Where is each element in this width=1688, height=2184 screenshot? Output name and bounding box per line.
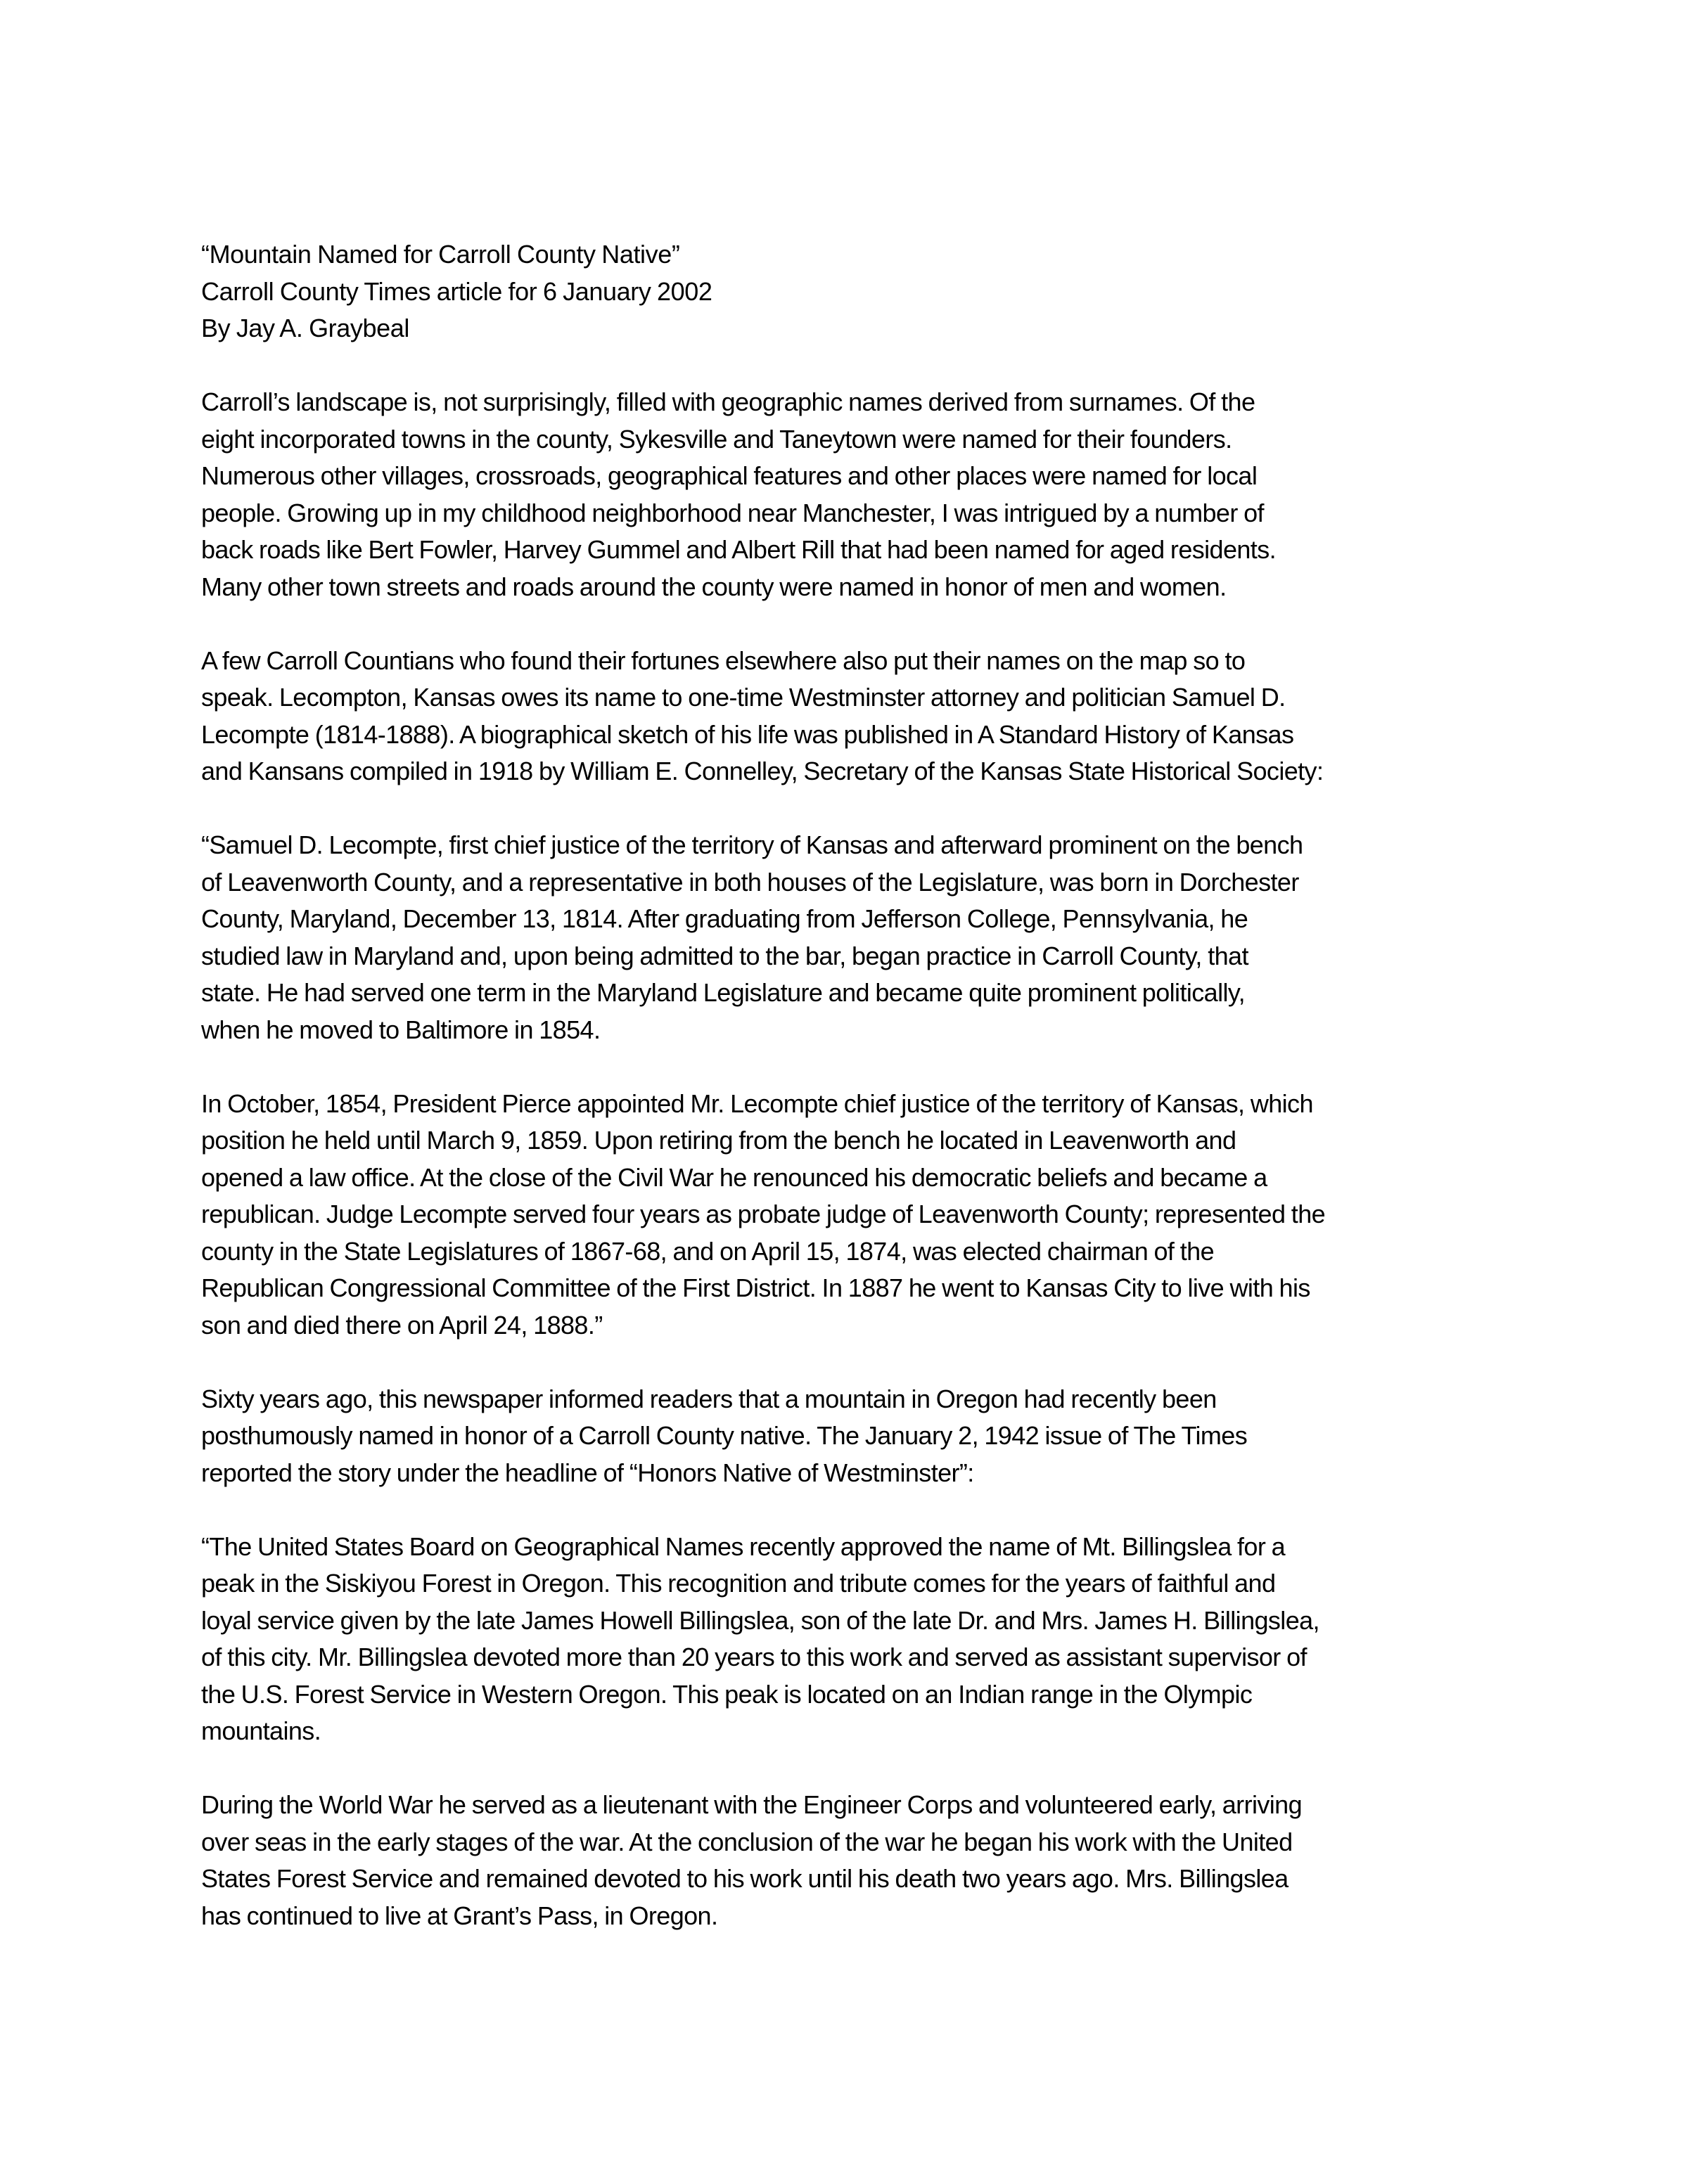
- text-line: the U.S. Forest Service in Western Oregon. This peak is located on an Indian range in the Olympic: [201, 1679, 1253, 1709]
- text-line: opened a law office. At the close of the Civil War he renounced his democratic beliefs and became a: [201, 1162, 1267, 1192]
- article-header: [201, 236, 1523, 347]
- article-title: “Mountain Named for Carroll County Native”: [201, 240, 680, 269]
- text-line: County, Maryland, December 13, 1814. After graduating from Jefferson College, Pennsylvania, he: [201, 904, 1248, 933]
- text-line: over seas in the early stages of the war. At the conclusion of the war he began his work with the United: [201, 1827, 1293, 1856]
- text-line: and Kansans compiled in 1918 by William E. Connelley, Secretary of the Kansas State Historical Society:: [201, 757, 1324, 785]
- text-line: mountains.: [201, 1716, 321, 1745]
- paragraph: [201, 827, 1523, 1048]
- article-subtitle: Carroll County Times article for 6 January 2002: [201, 276, 712, 306]
- paragraph: [201, 643, 1523, 790]
- text-line: Lecompte (1814-1888). A biographical sketch of his life was published in A Standard History of Kansas: [201, 719, 1294, 749]
- document-page: [201, 236, 1523, 1972]
- text-line: when he moved to Baltimore in 1854.: [201, 1015, 601, 1044]
- text-line: loyal service given by the late James Howell Billingslea, son of the late Dr. and Mrs. James H. Billingslea,: [201, 1605, 1319, 1635]
- text-line: Republican Congressional Committee of the First District. In 1887 he went to Kansas City to live with his: [201, 1273, 1310, 1302]
- paragraph: [201, 1529, 1523, 1750]
- text-line: Many other town streets and roads around the county were named in honor of men and women.: [201, 572, 1227, 601]
- text-line: of Leavenworth County, and a representative in both houses of the Legislature, was born in Dorchester: [201, 867, 1299, 897]
- text-line: people. Growing up in my childhood neighborhood near Manchester, I was intrigued by a number of: [201, 498, 1264, 527]
- text-line: republican. Judge Lecompte served four years as probate judge of Leavenworth County; represented the: [201, 1200, 1326, 1228]
- text-line: back roads like Bert Fowler, Harvey Gummel and Albert Rill that had been named for aged residents.: [201, 535, 1277, 564]
- text-line: Carroll’s landscape is, not surprisingly, filled with geographic names derived from surnames. Of the: [201, 387, 1255, 416]
- paragraph: [201, 384, 1523, 605]
- text-line: States Forest Service and remained devoted to his work until his death two years ago. Mrs. Billingslea: [201, 1864, 1289, 1893]
- text-line: A few Carroll Countians who found their fortunes elsewhere also put their names on the map so to: [201, 645, 1246, 675]
- text-line: In October, 1854, President Pierce appointed Mr. Lecompte chief justice of the territory of Kansas, which: [201, 1088, 1313, 1118]
- article-body: [201, 384, 1523, 1934]
- text-line: state. He had served one term in the Maryland Legislature and became quite prominent politically,: [201, 978, 1245, 1007]
- paragraph: [201, 1086, 1523, 1344]
- text-line: “Samuel D. Lecompte, first chief justice of the territory of Kansas and afterward prominent on the bench: [201, 830, 1303, 859]
- text-line: has continued to live at Grant’s Pass, in Oregon.: [201, 1901, 718, 1930]
- paragraph: [201, 1381, 1523, 1492]
- text-line: peak in the Siskiyou Forest in Oregon. This recognition and tribute comes for the years of faithful and: [201, 1569, 1276, 1598]
- article-byline: By Jay A. Graybeal: [201, 314, 409, 342]
- text-line: son and died there on April 24, 1888.”: [201, 1310, 603, 1340]
- text-line: of this city. Mr. Billingslea devoted more than 20 years to this work and served as assistant supervisor of: [201, 1643, 1307, 1671]
- text-line: reported the story under the headline of “Honors Native of Westminster”:: [201, 1458, 974, 1487]
- text-line: studied law in Maryland and, upon being admitted to the bar, began practice in Carroll County, that: [201, 941, 1248, 970]
- text-line: During the World War he served as a lieutenant with the Engineer Corps and volunteered early, arriving: [201, 1790, 1303, 1819]
- text-line: Sixty years ago, this newspaper informed readers that a mountain in Oregon had recently been: [201, 1384, 1217, 1413]
- paragraph: [201, 1787, 1523, 1934]
- text-line: county in the State Legislatures of 1867-68, and on April 15, 1874, was elected chairman of the: [201, 1236, 1214, 1266]
- text-line: posthumously named in honor of a Carroll County native. The January 2, 1942 issue of The Times: [201, 1421, 1248, 1450]
- text-line: speak. Lecompton, Kansas owes its name to one-time Westminster attorney and politician Samuel D.: [201, 683, 1286, 712]
- text-line: position he held until March 9, 1859. Upon retiring from the bench he located in Leavenworth and: [201, 1126, 1236, 1155]
- text-line: eight incorporated towns in the county, Sykesville and Taneytown were named for their founders.: [201, 424, 1232, 454]
- text-line: Numerous other villages, crossroads, geographical features and other places were named for local: [201, 461, 1258, 490]
- text-line: “The United States Board on Geographical Names recently approved the name of Mt. Billingslea for a: [201, 1531, 1286, 1561]
